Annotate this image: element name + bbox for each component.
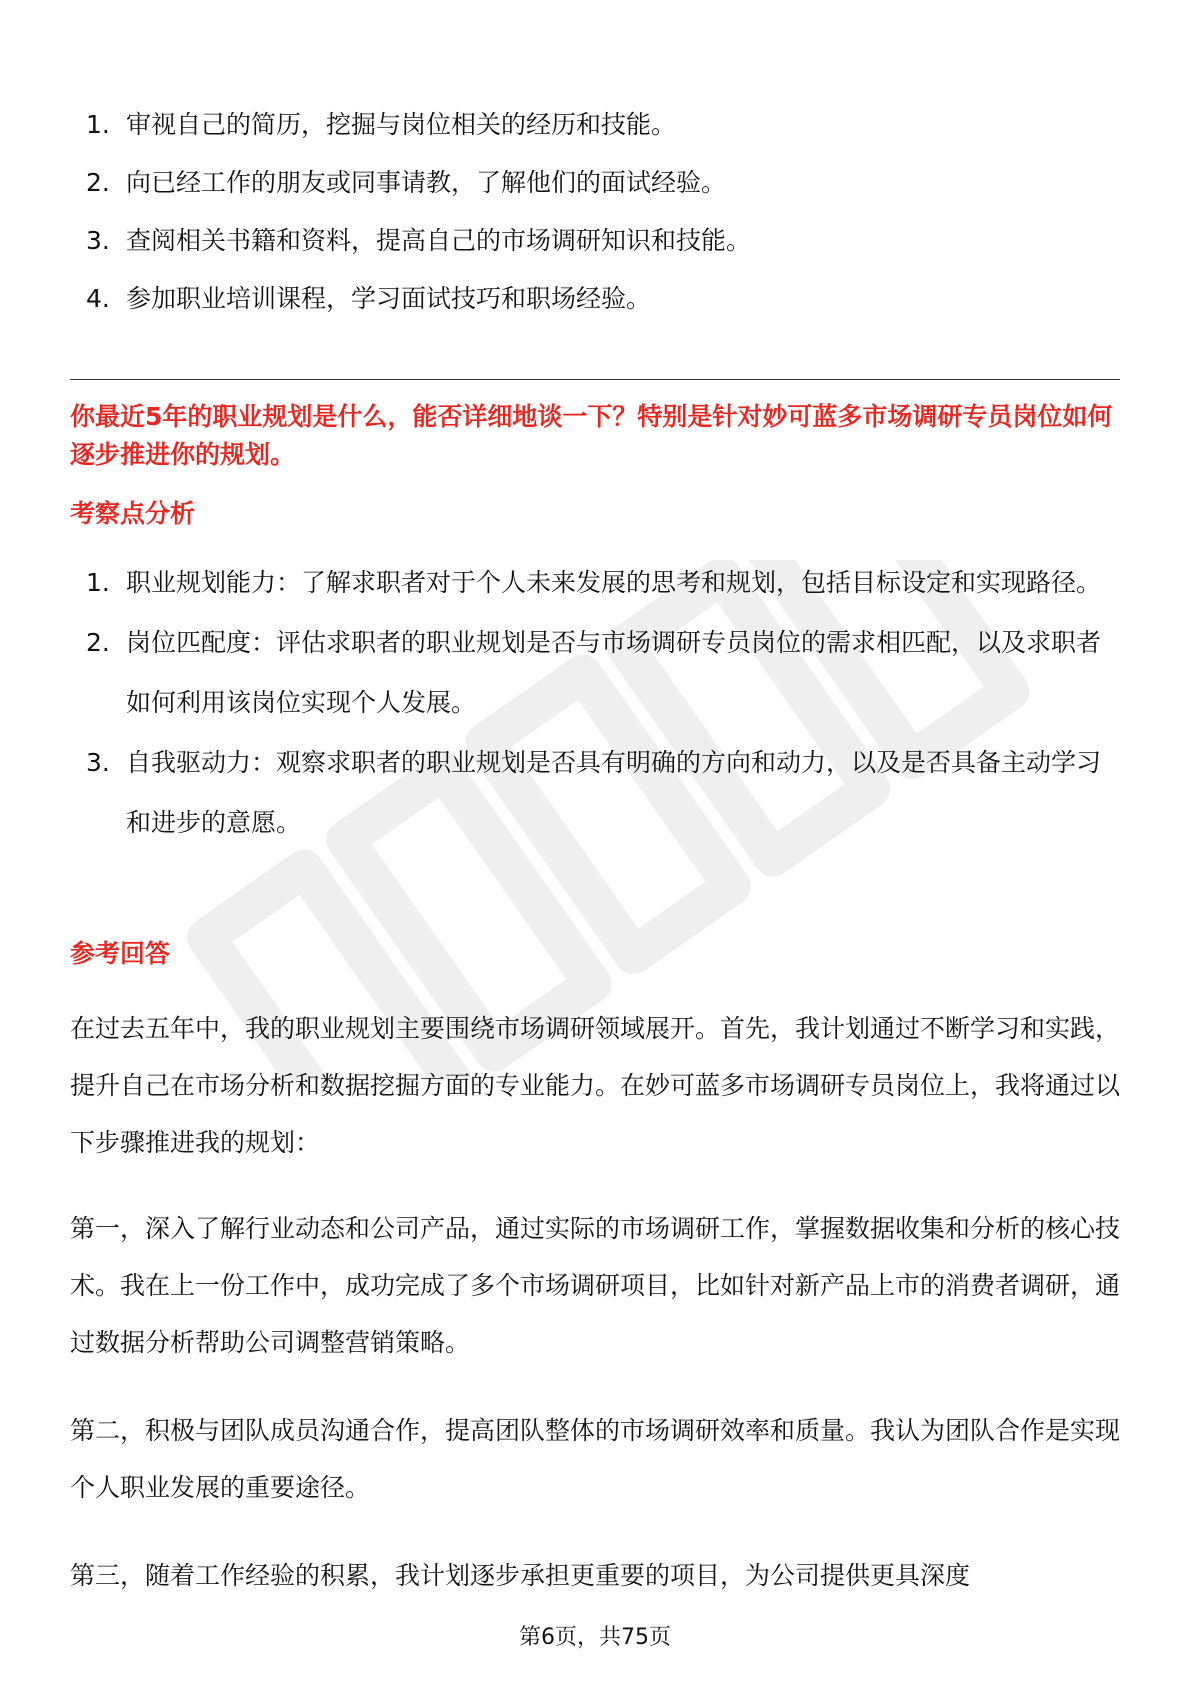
list-text: 查阅相关书籍和资料，提高自己的市场调研知识和技能。 xyxy=(126,226,752,255)
prep-steps-list xyxy=(82,96,1122,328)
list-text: 审视自己的简历，挖掘与岗位相关的经历和技能。 xyxy=(126,110,677,139)
answer-paragraph: 第一，深入了解行业动态和公司产品，通过实际的市场调研工作，掌握数据收集和分析的核心技术。我在上一份工作中，成功完成了多个市场调研项目，比如针对新产品上市的消费者调研，通过数据分析帮助公司调整营销策略。 xyxy=(70,1214,1121,1357)
list-text: 自我驱动力：观察求职者的职业规划是否具有明确的方向和动力，以及是否具备主动学习和进步的意愿。 xyxy=(126,748,1102,837)
answer-heading: 参考回答 xyxy=(70,939,171,968)
list-number: 3. xyxy=(86,226,110,255)
answer-paragraph: 第二，积极与团队成员沟通合作，提高团队整体的市场调研效率和质量。我认为团队合作是实现个人职业发展的重要途径。 xyxy=(70,1416,1121,1502)
list-number: 1. xyxy=(86,568,110,597)
page-number: 第6页，共75页 xyxy=(519,1625,671,1650)
list-item xyxy=(82,270,1122,328)
answer-paragraph: 第三，随着工作经验的积累，我计划逐步承担更重要的项目，为公司提供更具深度 xyxy=(70,1561,971,1590)
list-number: 4. xyxy=(86,284,110,313)
list-item xyxy=(82,96,1122,154)
answer-paragraph: 在过去五年中，我的职业规划主要围绕市场调研领域展开。首先，我计划通过不断学习和实践，提升自己在市场分析和数据挖掘方面的专业能力。在妙可蓝多市场调研专员岗位上，我将通过以下步骤推进我的规划： xyxy=(70,1014,1121,1157)
list-text: 职业规划能力：了解求职者对于个人未来发展的思考和规划，包括目标设定和实现路径。 xyxy=(126,568,1102,597)
list-text: 向已经工作的朋友或同事请教，了解他们的面试经验。 xyxy=(126,168,727,197)
section-divider xyxy=(70,379,1120,380)
analysis-heading: 考察点分析 xyxy=(70,499,196,528)
list-item xyxy=(82,613,1122,733)
list-text: 岗位匹配度：评估求职者的职业规划是否与市场调研专员岗位的需求相匹配，以及求职者如何利用该岗位实现个人发展。 xyxy=(126,628,1102,717)
analysis-list xyxy=(82,553,1122,853)
list-item xyxy=(82,154,1122,212)
list-item xyxy=(82,553,1122,613)
list-text: 参加职业培训课程，学习面试技巧和职场经验。 xyxy=(126,284,652,313)
list-number: 2. xyxy=(86,168,110,197)
list-number: 1. xyxy=(86,110,110,139)
list-number: 3. xyxy=(86,748,110,777)
interview-question: 你最近5年的职业规划是什么，能否详细地谈一下？特别是针对妙可蓝多市场调研专员岗位如何逐步推进你的规划。 xyxy=(70,402,1113,469)
list-item xyxy=(82,212,1122,270)
list-item xyxy=(82,733,1122,853)
list-number: 2. xyxy=(86,628,110,657)
